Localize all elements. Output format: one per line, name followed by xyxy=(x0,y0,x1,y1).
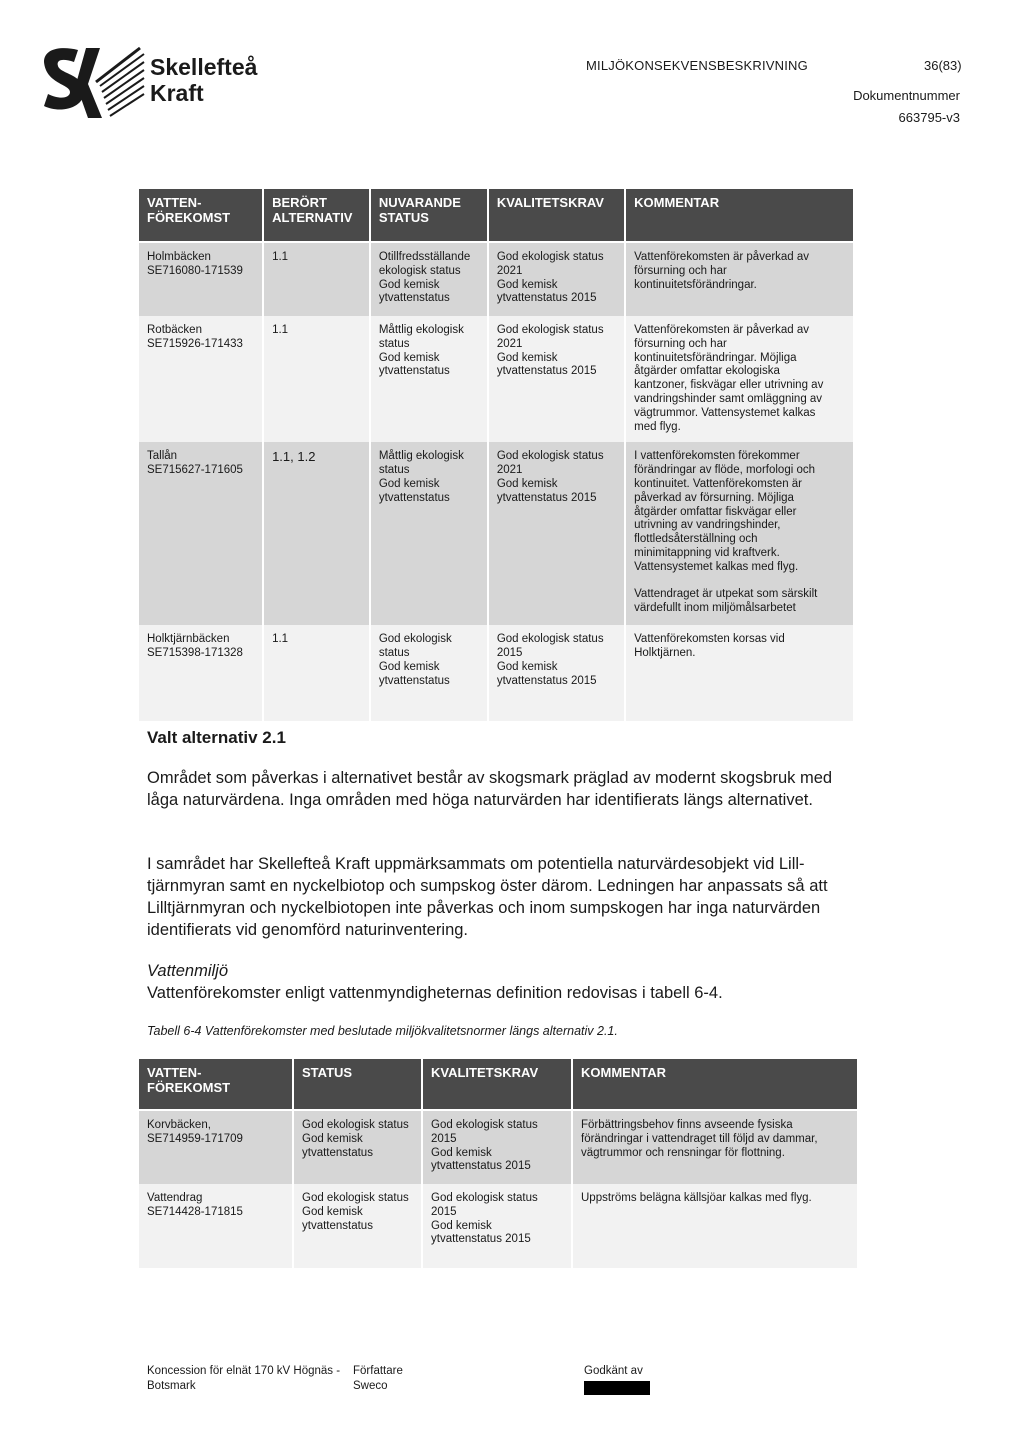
cell-krav: God ekologisk status 2021 God kemisk ytvattenstatus 2015 xyxy=(489,316,624,442)
cell-status: God ekologisk status God kemisk ytvattenstatus xyxy=(294,1111,421,1184)
subheading: Vattenmiljö xyxy=(147,962,229,980)
water-bodies-table-1 xyxy=(137,189,855,721)
column-header-krav: KVALITETSKRAV xyxy=(489,189,624,243)
cell-alternativ: 1.1 xyxy=(264,316,369,442)
cell-krav: God ekologisk status 2015 God kemisk ytvattenstatus 2015 xyxy=(423,1184,571,1268)
page-number: 36(83) xyxy=(924,58,962,73)
table-row xyxy=(139,243,853,316)
table-row xyxy=(139,1111,857,1184)
water-bodies-table-2 xyxy=(137,1059,859,1268)
cell-status: God ekologisk status God kemisk ytvattenstatus xyxy=(371,625,487,721)
table-caption: Tabell 6-4 Vattenförekomster med beslutade miljökvalitetsnormer längs alternativ 2.1. xyxy=(147,1024,618,1038)
cell-alternativ: 1.1 xyxy=(264,243,369,316)
footer-project: Koncession för elnät 170 kV Högnäs - Botsmark xyxy=(147,1365,341,1392)
document-number-label: Dokumentnummer xyxy=(853,88,960,103)
table-row xyxy=(139,1184,857,1268)
cell-kommentar: Vattenförekomsten är påverkad av försurning och har kontinuitetsförändringar. Möjliga åtgärder omfattar ekologiska kantzoner, fiskvägar eller utrivning av vandringshinder samt omläggning av vägtrummor. Vattensystemet kalkas med flyg. xyxy=(626,316,853,442)
column-header-alternativ: BERÖRT ALTERNATIV xyxy=(264,189,369,243)
cell-kommentar: I vattenförekomsten förekommer förändringar av flöde, morfologi och kontinuitet. Vattenförekomsten är påverkad av försurning. Möjliga åtgärder omfattar fiskvägar eller utrivning av vandringshinder, flottledsåterställning och minimitappning vid kraftverk. Vattensystemet kalkas med flyg. Vattendraget är utpekat som särskilt värdefullt inom miljömålsarbetet xyxy=(626,442,853,625)
footer-approved-label: Godkänt av xyxy=(584,1365,643,1377)
cell-status: Otillfredsställande ekologisk status God kemisk ytvattenstatus xyxy=(371,243,487,316)
column-header-status: STATUS xyxy=(294,1059,421,1111)
logo-line1: Skellefteå xyxy=(150,54,258,80)
table-header-row xyxy=(139,1059,857,1111)
subheading-text: Vattenförekomster enligt vattenmyndigheternas definition redovisas i tabell 6-4. xyxy=(147,984,723,1002)
cell-kommentar: Förbättringsbehov finns avseende fysiska förändringar i vattendraget till följd av dammar, vägtrummor och rensningar för flottning. xyxy=(573,1111,857,1184)
cell-status: God ekologisk status God kemisk ytvattenstatus xyxy=(294,1184,421,1268)
column-header-krav: KVALITETSKRAV xyxy=(423,1059,571,1111)
column-header-kommentar: KOMMENTAR xyxy=(573,1059,857,1111)
cell-forekomst: Rotbäcken SE715926-171433 xyxy=(139,316,262,442)
logo-line2: Kraft xyxy=(150,80,204,106)
table-row xyxy=(139,625,853,721)
cell-forekomst: Holmbäcken SE716080-171539 xyxy=(139,243,262,316)
cell-forekomst: Korvbäcken, SE714959-171709 xyxy=(139,1111,292,1184)
table-row xyxy=(139,316,853,442)
document-type: MILJÖKONSEKVENSBESKRIVNING xyxy=(586,58,808,73)
paragraph-2: I samrådet har Skellefteå Kraft uppmärksammats om potentiella naturvärdesobjekt vid Lill-tjärnmyran samt en nyckelbiotop och sumpskog öster därom. Ledningen har anpassats så att Lilltjärnmyran och nyckelbiotopen inte påverkas och inom sumpskogen har inga naturvärden identifierats vid genomförd naturinventering. xyxy=(147,855,828,939)
footer-author: Sweco xyxy=(353,1380,388,1392)
cell-forekomst: Holktjärnbäcken SE715398-171328 xyxy=(139,625,262,721)
cell-alternativ: 1.1 xyxy=(264,625,369,721)
cell-kommentar: Uppströms belägna källsjöar kalkas med flyg. xyxy=(573,1184,857,1268)
table-row xyxy=(139,442,853,625)
footer-author-label: Författare xyxy=(353,1365,403,1377)
cell-status: Måttlig ekologisk status God kemisk ytvattenstatus xyxy=(371,316,487,442)
section-heading: Valt alternativ 2.1 xyxy=(147,728,286,747)
cell-krav: God ekologisk status 2015 God kemisk ytvattenstatus 2015 xyxy=(489,625,624,721)
redacted-signature xyxy=(584,1381,650,1395)
cell-krav: God ekologisk status 2021 God kemisk ytvattenstatus 2015 xyxy=(489,243,624,316)
document-number: 663795-v3 xyxy=(898,110,960,125)
cell-forekomst: Vattendrag SE714428-171815 xyxy=(139,1184,292,1268)
column-header-forekomst: VATTEN- FÖREKOMST xyxy=(139,1059,292,1111)
cell-alternativ: 1.1, 1.2 xyxy=(264,442,369,625)
paragraph-1: Området som påverkas i alternativet består av skogsmark präglad av modernt skogsbruk med låga naturvärdena. Inga områden med höga naturvärden har identifierats längs alternativet. xyxy=(147,769,833,809)
logo-mark-icon xyxy=(44,48,144,118)
cell-forekomst: Tallån SE715627-171605 xyxy=(139,442,262,625)
column-header-forekomst: VATTEN- FÖREKOMST xyxy=(139,189,262,243)
logo-text xyxy=(150,54,257,106)
table-header-row xyxy=(139,189,853,243)
cell-krav: God ekologisk status 2021 God kemisk ytvattenstatus 2015 xyxy=(489,442,624,625)
cell-kommentar: Vattenförekomsten är påverkad av försurning och har kontinuitetsförändringar. xyxy=(626,243,853,316)
column-header-kommentar: KOMMENTAR xyxy=(626,189,853,243)
cell-status: Måttlig ekologisk status God kemisk ytvattenstatus xyxy=(371,442,487,625)
column-header-status: NUVARANDE STATUS xyxy=(371,189,487,243)
cell-krav: God ekologisk status 2015 God kemisk ytvattenstatus 2015 xyxy=(423,1111,571,1184)
cell-kommentar: Vattenförekomsten korsas vid Holktjärnen. xyxy=(626,625,853,721)
